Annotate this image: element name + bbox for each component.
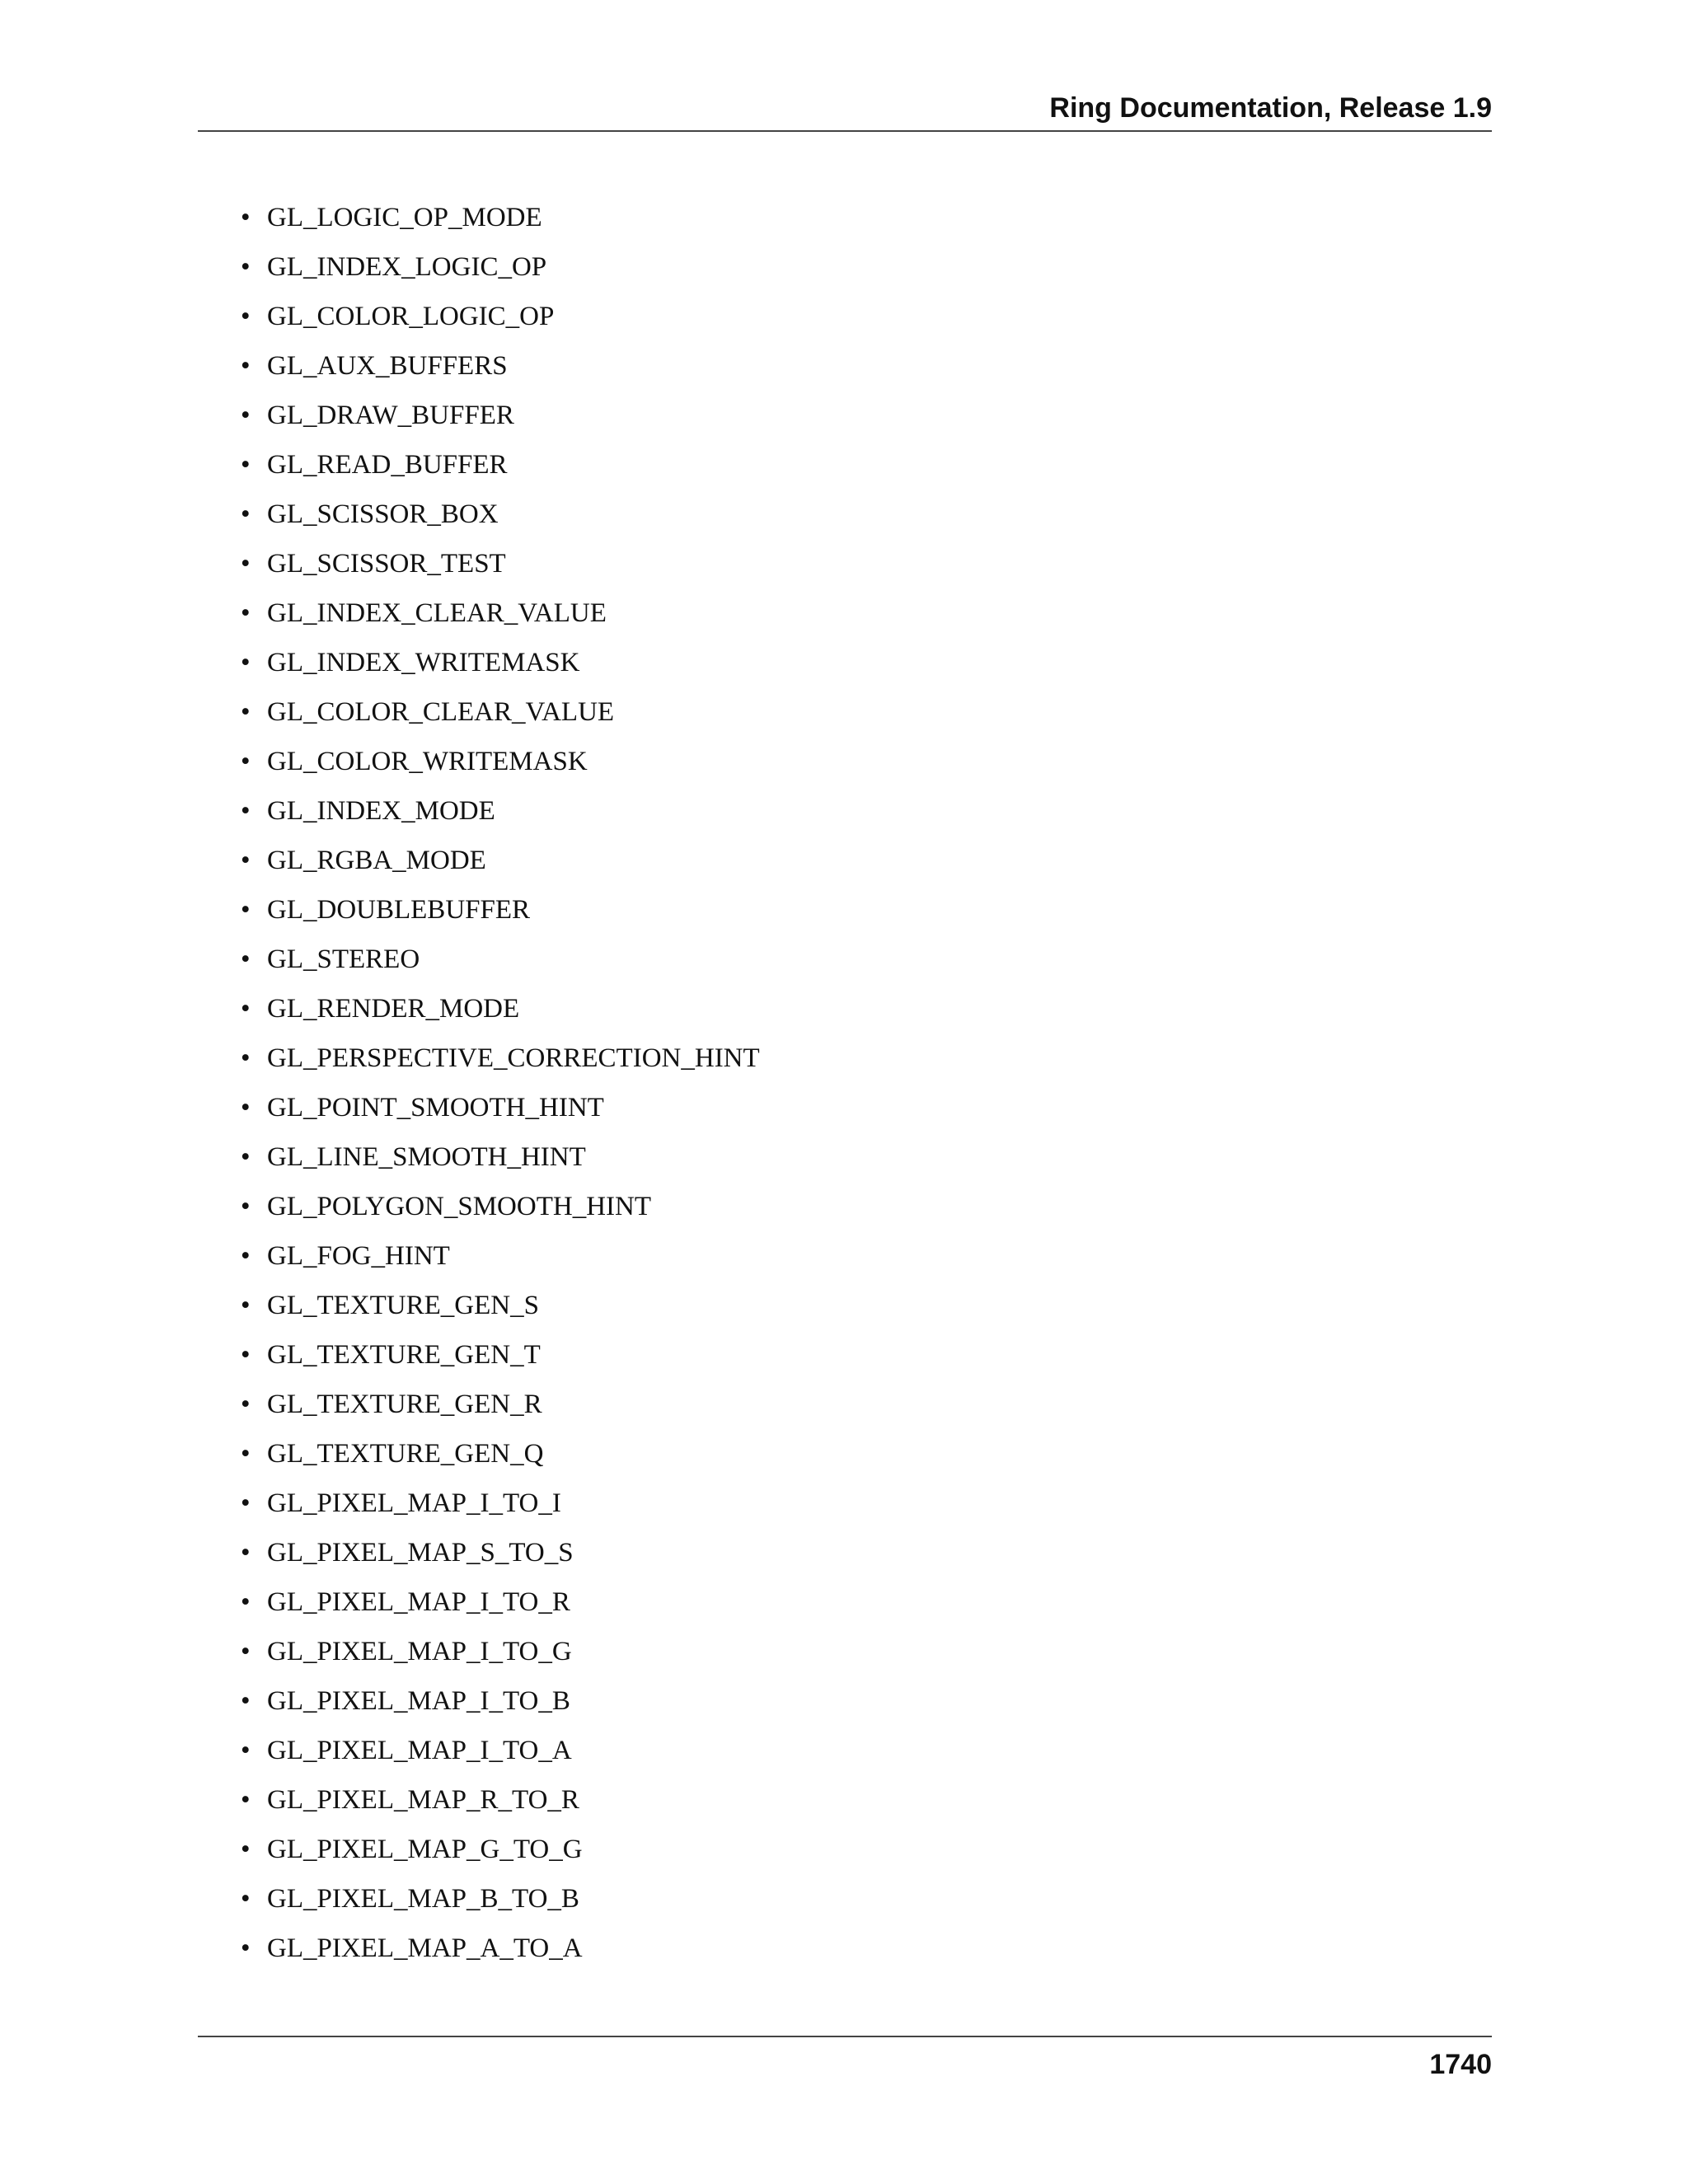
constant-name: GL_PIXEL_MAP_R_TO_R xyxy=(267,1785,579,1815)
bullet-icon: • xyxy=(241,846,251,875)
constant-name: GL_LOGIC_OP_MODE xyxy=(267,203,542,232)
constant-name: GL_POINT_SMOOTH_HINT xyxy=(267,1093,604,1122)
page-footer xyxy=(198,2036,1492,2080)
list-item xyxy=(239,1874,760,1924)
list-item xyxy=(239,1182,760,1231)
constant-name: GL_PIXEL_MAP_I_TO_B xyxy=(267,1686,570,1716)
bullet-icon: • xyxy=(241,1686,251,1716)
constant-name: GL_STEREO xyxy=(267,944,420,974)
constant-name: GL_INDEX_MODE xyxy=(267,796,495,826)
bullet-icon: • xyxy=(241,1637,251,1666)
list-item xyxy=(239,391,760,440)
bullet-icon: • xyxy=(241,252,251,282)
constant-name: GL_FOG_HINT xyxy=(267,1241,450,1271)
list-item xyxy=(239,1132,760,1182)
bullet-icon: • xyxy=(241,1043,251,1073)
list-item xyxy=(239,242,760,292)
bullet-icon: • xyxy=(241,1488,251,1518)
bullet-icon: • xyxy=(241,944,251,974)
list-item xyxy=(239,1528,760,1577)
constant-name: GL_TEXTURE_GEN_S xyxy=(267,1291,539,1320)
constant-name: GL_SCISSOR_BOX xyxy=(267,499,499,529)
list-item xyxy=(239,1627,760,1676)
constant-list xyxy=(239,193,760,1973)
bullet-icon: • xyxy=(241,796,251,826)
bullet-icon: • xyxy=(241,401,251,430)
list-item xyxy=(239,193,760,242)
constant-name: GL_PIXEL_MAP_I_TO_A xyxy=(267,1736,572,1765)
constant-name: GL_PERSPECTIVE_CORRECTION_HINT xyxy=(267,1043,760,1073)
list-item xyxy=(239,935,760,984)
constant-name: GL_POLYGON_SMOOTH_HINT xyxy=(267,1192,652,1221)
constant-name: GL_COLOR_CLEAR_VALUE xyxy=(267,697,615,727)
constant-name: GL_INDEX_WRITEMASK xyxy=(267,648,580,677)
page-number: 1740 xyxy=(1429,2049,1492,2080)
list-item xyxy=(239,1281,760,1330)
list-item xyxy=(239,1033,760,1083)
constant-name: GL_PIXEL_MAP_S_TO_S xyxy=(267,1538,574,1568)
list-item xyxy=(239,1726,760,1775)
bullet-icon: • xyxy=(241,1093,251,1122)
list-item xyxy=(239,1231,760,1281)
list-item xyxy=(239,341,760,391)
bullet-icon: • xyxy=(241,994,251,1024)
bullet-icon: • xyxy=(241,549,251,579)
list-item xyxy=(239,1330,760,1380)
constant-name: GL_PIXEL_MAP_A_TO_A xyxy=(267,1933,583,1963)
list-item xyxy=(239,1083,760,1132)
constant-name: GL_RENDER_MODE xyxy=(267,994,520,1024)
bullet-icon: • xyxy=(241,1291,251,1320)
list-item xyxy=(239,1924,760,1973)
constant-name: GL_INDEX_LOGIC_OP xyxy=(267,252,547,282)
list-item xyxy=(239,1380,760,1429)
constant-name: GL_INDEX_CLEAR_VALUE xyxy=(267,598,607,628)
constant-name: GL_SCISSOR_TEST xyxy=(267,549,506,579)
bullet-icon: • xyxy=(241,1192,251,1221)
constant-name: GL_PIXEL_MAP_B_TO_B xyxy=(267,1884,579,1914)
constant-name: GL_PIXEL_MAP_G_TO_G xyxy=(267,1835,583,1864)
list-item xyxy=(239,638,760,687)
constant-name: GL_RGBA_MODE xyxy=(267,846,486,875)
list-item xyxy=(239,786,760,836)
bullet-icon: • xyxy=(241,697,251,727)
page-header xyxy=(198,89,1492,132)
list-item xyxy=(239,1825,760,1874)
constant-name: GL_TEXTURE_GEN_R xyxy=(267,1390,542,1419)
list-item xyxy=(239,984,760,1033)
constant-name: GL_PIXEL_MAP_I_TO_R xyxy=(267,1587,570,1617)
list-item xyxy=(239,440,760,490)
list-item xyxy=(239,687,760,737)
bullet-icon: • xyxy=(241,1241,251,1271)
list-item xyxy=(239,1775,760,1825)
bullet-icon: • xyxy=(241,895,251,925)
document-title: Ring Documentation, Release 1.9 xyxy=(1049,92,1492,124)
bullet-icon: • xyxy=(241,499,251,529)
list-item xyxy=(239,588,760,638)
constant-name: GL_DOUBLEBUFFER xyxy=(267,895,531,925)
bullet-icon: • xyxy=(241,1538,251,1568)
bullet-icon: • xyxy=(241,648,251,677)
constant-name: GL_PIXEL_MAP_I_TO_G xyxy=(267,1637,572,1666)
bullet-icon: • xyxy=(241,302,251,331)
bullet-icon: • xyxy=(241,1439,251,1469)
constant-name: GL_PIXEL_MAP_I_TO_I xyxy=(267,1488,561,1518)
list-item xyxy=(239,1479,760,1528)
list-item xyxy=(239,885,760,935)
bullet-icon: • xyxy=(241,1933,251,1963)
bullet-icon: • xyxy=(241,1587,251,1617)
bullet-icon: • xyxy=(241,598,251,628)
bullet-icon: • xyxy=(241,1736,251,1765)
bullet-icon: • xyxy=(241,1785,251,1815)
list-item xyxy=(239,539,760,588)
list-item xyxy=(239,292,760,341)
list-item xyxy=(239,1577,760,1627)
constant-name: GL_TEXTURE_GEN_Q xyxy=(267,1439,544,1469)
constant-name: GL_COLOR_LOGIC_OP xyxy=(267,302,555,331)
list-item xyxy=(239,836,760,885)
constant-name: GL_DRAW_BUFFER xyxy=(267,401,514,430)
bullet-icon: • xyxy=(241,1835,251,1864)
bullet-icon: • xyxy=(241,1142,251,1172)
bullet-icon: • xyxy=(241,1390,251,1419)
list-item xyxy=(239,1429,760,1479)
bullet-icon: • xyxy=(241,351,251,381)
bullet-icon: • xyxy=(241,1340,251,1370)
bullet-icon: • xyxy=(241,450,251,480)
constant-name: GL_LINE_SMOOTH_HINT xyxy=(267,1142,586,1172)
list-item xyxy=(239,737,760,786)
bullet-icon: • xyxy=(241,203,251,232)
list-item xyxy=(239,490,760,539)
list-item xyxy=(239,1676,760,1726)
bullet-icon: • xyxy=(241,1884,251,1914)
constant-name: GL_AUX_BUFFERS xyxy=(267,351,508,381)
bullet-icon: • xyxy=(241,747,251,776)
constant-name: GL_READ_BUFFER xyxy=(267,450,508,480)
constant-name: GL_COLOR_WRITEMASK xyxy=(267,747,588,776)
constant-name: GL_TEXTURE_GEN_T xyxy=(267,1340,541,1370)
